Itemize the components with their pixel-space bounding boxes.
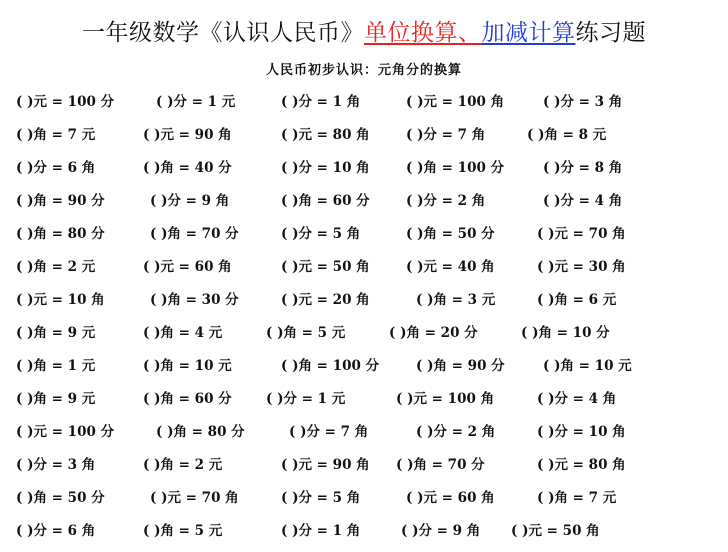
exercise-row	[16, 189, 716, 222]
conversion-exercise: ( )元 = 80 角	[281, 127, 370, 143]
conversion-exercise: ( )角 = 6 元	[537, 292, 617, 308]
exercise-row	[16, 222, 716, 255]
conversion-exercise: ( )角 = 90 分	[416, 358, 505, 374]
conversion-exercise: ( )角 = 10 元	[543, 358, 632, 374]
conversion-exercise: ( )元 = 50 角	[511, 523, 600, 539]
exercise-row	[16, 321, 716, 354]
worksheet-title	[0, 18, 728, 48]
conversion-exercise: ( )角 = 2 元	[143, 457, 223, 473]
conversion-exercise: ( )分 = 5 角	[281, 490, 361, 506]
conversion-exercise: ( )分 = 2 角	[416, 424, 496, 440]
title-part-unit-conversion: 单位换算、	[364, 20, 482, 46]
conversion-exercise: ( )分 = 7 角	[289, 424, 369, 440]
conversion-exercise: ( )元 = 70 角	[537, 226, 626, 242]
conversion-exercise: ( )分 = 6 角	[16, 523, 96, 539]
conversion-exercise: ( )元 = 100 角	[406, 94, 505, 110]
conversion-exercise: ( )分 = 4 角	[543, 193, 623, 209]
conversion-exercise: ( )元 = 60 角	[406, 490, 495, 506]
conversion-exercise: ( )分 = 5 角	[281, 226, 361, 242]
conversion-exercise: ( )角 = 1 元	[16, 358, 96, 374]
conversion-exercise: ( )分 = 2 角	[406, 193, 486, 209]
conversion-exercise: ( )元 = 60 角	[143, 259, 232, 275]
title-part-exercises: 练习题	[575, 20, 646, 46]
conversion-exercise: ( )角 = 2 元	[16, 259, 96, 275]
conversion-exercise: ( )分 = 9 角	[150, 193, 230, 209]
conversion-exercise: ( )元 = 100 分	[16, 94, 115, 110]
conversion-exercise: ( )角 = 8 元	[527, 127, 607, 143]
conversion-exercise: ( )元 = 20 角	[281, 292, 370, 308]
conversion-exercise: ( )角 = 80 分	[156, 424, 245, 440]
exercise-row	[16, 420, 716, 453]
conversion-exercise: ( )分 = 7 角	[406, 127, 486, 143]
conversion-exercise: ( )角 = 70 分	[150, 226, 239, 242]
conversion-exercise: ( )分 = 8 角	[543, 160, 623, 176]
conversion-exercise: ( )元 = 70 角	[150, 490, 239, 506]
conversion-exercise: ( )角 = 5 元	[143, 523, 223, 539]
conversion-exercise: ( )角 = 9 元	[16, 391, 96, 407]
conversion-exercise: ( )角 = 5 元	[266, 325, 346, 341]
conversion-exercise: ( )角 = 70 分	[396, 457, 485, 473]
exercise-row	[16, 156, 716, 189]
conversion-exercise: ( )元 = 90 角	[281, 457, 370, 473]
conversion-exercise: ( )分 = 1 元	[266, 391, 346, 407]
conversion-exercise: ( )分 = 1 元	[156, 94, 236, 110]
conversion-exercise: ( )分 = 1 角	[281, 523, 361, 539]
title-part-addition-subtraction: 加减计算	[481, 20, 576, 46]
exercise-row	[16, 123, 716, 156]
conversion-exercise: ( )元 = 100 角	[396, 391, 495, 407]
conversion-exercise: ( )分 = 4 角	[537, 391, 617, 407]
exercise-row	[16, 90, 716, 123]
conversion-exercise: ( )角 = 60 分	[281, 193, 370, 209]
exercise-row	[16, 486, 716, 519]
exercise-row	[16, 453, 716, 486]
conversion-exercise: ( )分 = 6 角	[16, 160, 96, 176]
conversion-exercise: ( )分 = 3 角	[16, 457, 96, 473]
conversion-exercise: ( )元 = 10 角	[16, 292, 105, 308]
exercise-row	[16, 519, 716, 552]
conversion-exercise: ( )角 = 7 元	[537, 490, 617, 506]
conversion-exercise: ( )角 = 9 元	[16, 325, 96, 341]
conversion-exercise: ( )角 = 100 分	[281, 358, 380, 374]
conversion-exercise: ( )角 = 3 元	[416, 292, 496, 308]
conversion-exercise: ( )元 = 50 角	[281, 259, 370, 275]
conversion-exercise: ( )分 = 9 角	[401, 523, 481, 539]
exercise-row	[16, 288, 716, 321]
conversion-exercise: ( )角 = 80 分	[16, 226, 105, 242]
conversion-exercise: ( )角 = 7 元	[16, 127, 96, 143]
conversion-exercise: ( )元 = 100 分	[16, 424, 115, 440]
conversion-exercise: ( )分 = 10 角	[281, 160, 370, 176]
exercise-row	[16, 354, 716, 387]
conversion-exercise: ( )角 = 4 元	[143, 325, 223, 341]
conversion-exercise: ( )分 = 1 角	[281, 94, 361, 110]
conversion-exercise: ( )角 = 60 分	[143, 391, 232, 407]
conversion-exercise: ( )角 = 50 分	[16, 490, 105, 506]
conversion-exercise: ( )元 = 40 角	[406, 259, 495, 275]
conversion-exercise: ( )角 = 10 元	[143, 358, 232, 374]
conversion-exercise: ( )角 = 100 分	[406, 160, 505, 176]
conversion-exercise: ( )元 = 30 角	[537, 259, 626, 275]
exercise-row	[16, 255, 716, 288]
conversion-exercise: ( )元 = 90 角	[143, 127, 232, 143]
conversion-exercise: ( )角 = 50 分	[406, 226, 495, 242]
exercise-row	[16, 387, 716, 420]
title-part-main: 一年级数学《认识人民币》	[82, 20, 364, 46]
conversion-exercise: ( )角 = 90 分	[16, 193, 105, 209]
worksheet-subtitle: 人民币初步认识：元角分的换算	[265, 63, 462, 78]
conversion-exercise: ( )角 = 10 分	[521, 325, 610, 341]
conversion-exercise: ( )角 = 20 分	[389, 325, 478, 341]
conversion-exercise: ( )分 = 10 角	[537, 424, 626, 440]
conversion-exercise: ( )元 = 80 角	[537, 457, 626, 473]
conversion-exercise: ( )角 = 30 分	[150, 292, 239, 308]
exercise-grid	[16, 90, 716, 552]
conversion-exercise: ( )分 = 3 角	[543, 94, 623, 110]
conversion-exercise: ( )角 = 40 分	[143, 160, 232, 176]
